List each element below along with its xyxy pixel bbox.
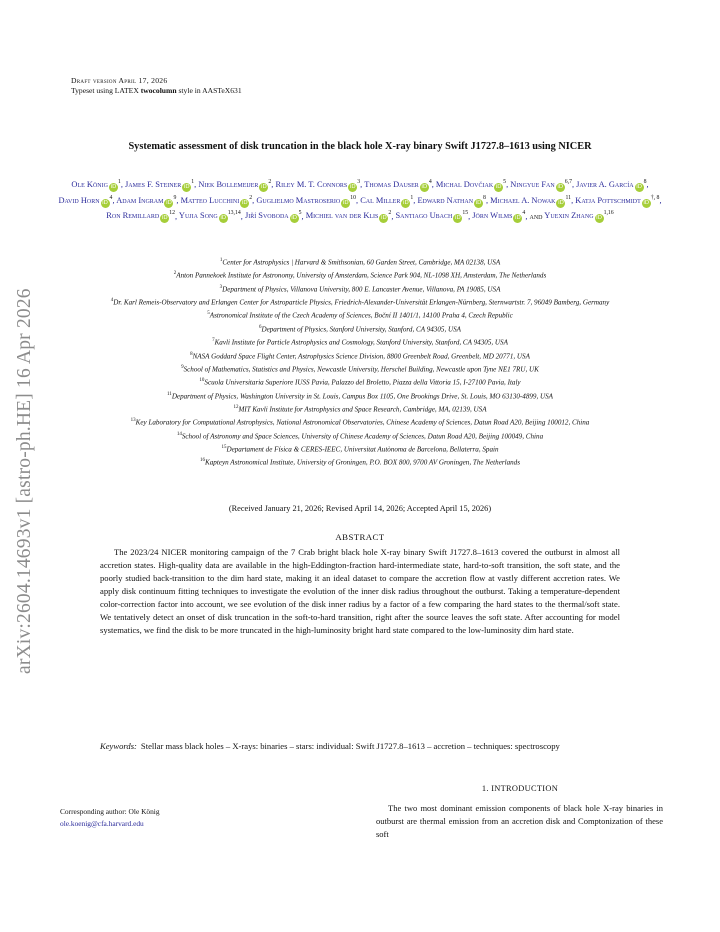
affiliation-item xyxy=(55,415,665,428)
orcid-icon[interactable]: iD xyxy=(110,183,117,190)
orcid-icon[interactable]: iD xyxy=(421,183,428,190)
affiliation-text: MIT Kavli Institute for Astrophysics and Space Research, Cambridge, MA, 02139, USA xyxy=(238,405,487,414)
typeset-suffix: style in AASTeX631 xyxy=(176,86,242,95)
affiliation-text: Department of Physics, Villanova University, 800 E. Lancaster Avenue, Villanova, PA 19085, USA xyxy=(222,285,501,294)
author-affiliation-marker: 8 xyxy=(643,179,647,185)
affiliation-number: 16 xyxy=(200,458,206,464)
author-affiliation-marker: 2 xyxy=(249,194,253,201)
author-name[interactable] xyxy=(306,211,392,220)
author-name-text: Niek Bollemeijer xyxy=(198,179,259,189)
author-name[interactable] xyxy=(71,180,120,189)
orcid-icon[interactable]: iD xyxy=(342,199,349,206)
affiliation-item xyxy=(55,335,665,348)
affiliation-text: Anton Pannekoek Institute for Astronomy, University of Amsterdam, Science Park 904, NL-1098 XH, Amsterdam, The Netherlands xyxy=(176,271,547,280)
author-name[interactable] xyxy=(181,196,253,205)
affiliation-number: 4 xyxy=(110,298,114,304)
author-name-text: Riley M. T. Connors xyxy=(275,179,348,189)
author-affiliation-marker: 11 xyxy=(565,194,572,201)
affiliation-number: 13 xyxy=(130,418,136,424)
corresponding-author xyxy=(60,806,160,830)
author-affiliation-marker: 3 xyxy=(357,179,361,185)
author-name[interactable] xyxy=(510,180,572,189)
author-name-text: Michal Dovčiak xyxy=(435,179,494,189)
author-affiliation-marker: 2 xyxy=(388,210,392,217)
author-affiliation-marker: 5 xyxy=(298,210,302,217)
affiliation-item xyxy=(55,455,665,468)
affiliation-number: 3 xyxy=(219,284,223,290)
affiliation-item xyxy=(55,429,665,442)
affiliation-number: 1 xyxy=(219,258,223,263)
author-name[interactable] xyxy=(490,196,571,205)
author-name[interactable] xyxy=(576,180,646,189)
author-name[interactable] xyxy=(364,180,432,189)
keywords xyxy=(100,740,620,753)
affiliation-text: Departament de Física & CERES-IEEC, Universitat Autònoma de Barcelona, Bellaterra, Spain xyxy=(226,445,499,454)
author-name-text: Guglielmo Mastroserio xyxy=(256,195,341,205)
orcid-icon[interactable]: iD xyxy=(636,183,642,190)
author-affiliation-marker: 2 xyxy=(268,179,272,185)
author-name-text: Edward Nathan xyxy=(417,195,474,205)
author-name-text: Matteo Lucchini xyxy=(180,195,240,205)
orcid-icon[interactable]: iD xyxy=(558,199,564,206)
author-name-text: Ole König xyxy=(71,179,108,189)
affiliation-number: 9 xyxy=(181,364,184,370)
affiliation-number: 11 xyxy=(166,391,172,397)
affiliation-number: 10 xyxy=(199,378,205,384)
orcid-icon[interactable]: iD xyxy=(381,215,387,222)
author-name-text: James F. Steiner xyxy=(125,179,182,189)
author-affiliation-marker: 15 xyxy=(462,210,469,217)
affiliation-text: Astronomical Institute of the Czech Academy of Sciences, Boční II 1401/1, 14100 Praha 4, Czech Republic xyxy=(209,311,513,320)
affiliation-item xyxy=(55,375,665,388)
orcid-icon[interactable]: iD xyxy=(475,199,482,206)
orcid-icon[interactable]: iD xyxy=(515,215,521,222)
affiliation-item xyxy=(55,362,665,375)
affiliation-number: 14 xyxy=(176,431,182,437)
author-name[interactable] xyxy=(544,211,613,220)
orcid-icon[interactable]: iD xyxy=(495,183,502,190)
author-affiliation-marker: 10 xyxy=(350,194,357,201)
affiliation-text: Department of Physics, Stanford University, Stanford, CA 94305, USA xyxy=(261,325,462,334)
author-affiliation-marker: †, 8 xyxy=(650,194,660,201)
orcid-icon[interactable]: iD xyxy=(183,183,190,190)
authors-and: and xyxy=(529,211,543,221)
author-affiliation-marker: 9 xyxy=(173,194,177,201)
orcid-icon[interactable]: iD xyxy=(402,199,409,206)
draft-version: Draft version April 17, 2026 xyxy=(71,76,168,85)
affiliation-number: 12 xyxy=(233,404,239,410)
author-name-text: Yuexin Zhang xyxy=(544,211,594,221)
affiliation-text: Center for Astrophysics | Harvard & Smithsonian, 60 Garden Street, Cambridge, MA 02138, USA xyxy=(222,258,501,267)
orcid-icon[interactable]: iD xyxy=(291,215,298,222)
author-affiliation-marker: 5 xyxy=(503,179,507,185)
section-heading-introduction: 1. INTRODUCTION xyxy=(481,784,559,793)
author-affiliation-marker: 8 xyxy=(483,194,486,201)
paper-title: Systematic assessment of disk truncation in the black hole X-ray binary Swift J1727.8–1613 using NICER xyxy=(128,141,592,152)
affiliation-list xyxy=(55,255,665,469)
orcid-icon[interactable]: iD xyxy=(349,183,356,190)
author-name-text: Michael A. Nowak xyxy=(490,195,556,205)
affiliation-text: Department of Physics, Washington University in St. Louis, Campus Box 1105, One Brookings Drive, St. Louis, MO 63130-4899, USA xyxy=(171,391,554,400)
author-name-text: Katja Pottschmidt xyxy=(575,195,641,205)
author-name-text: Yujia Song xyxy=(178,211,218,221)
affiliation-item xyxy=(55,295,665,308)
affiliation-text: School of Mathematics, Statistics and Physics, Newcastle University, Herschel Building, Newcastle upon Tyne NE1 7RU, UK xyxy=(183,365,539,374)
author-name[interactable] xyxy=(198,180,271,189)
author-affiliation-marker: 1 xyxy=(191,179,195,185)
orcid-icon[interactable]: iD xyxy=(643,199,650,206)
corresponding-email-link[interactable]: ole.koenig@cfa.harvard.edu xyxy=(60,819,144,828)
author-name-text: Ningyue Fan xyxy=(510,179,555,189)
orcid-icon[interactable]: iD xyxy=(102,199,108,206)
abstract-text: The 2023/24 NICER monitoring campaign of the 7 Crab bright black hole X-ray binary Swift J1727.8–1613 covered the outburst in almost all accretion states. High-quality data are available in the high-Eddington-fraction hard-intermediate state, hard-to-soft transition, the soft state, and the poorly studied back-transition to the dim hard state, making it an ideal dataset to compare the accretion flow at vastly different accretion rates. We apply disk continuum fitting techniques to investigate the evolution of the inner disk radius throughout the outburst. Taking a temperature-dependent color-correction factor into account, we see evolution of the disk inner radius by a factor of a few comparing the hard states to the thermal/soft state. We tentatively detect an onset of disk truncation in the soft-to-hard transition, right after the source leaves the soft state. After accounting for model systematics, we find the disk to be more truncated in the high-luminosity bright hard state compared to the low-luminosity dim hard state. xyxy=(100,547,620,635)
affiliation-item xyxy=(55,322,665,335)
author-name-text: David Horn xyxy=(58,195,100,205)
author-name-text: Thomas Dauser xyxy=(364,179,419,189)
author-affiliation-marker: 4 xyxy=(428,179,432,185)
author-name-text: Ron Remillard xyxy=(106,211,160,221)
latex-logo: LATEX xyxy=(114,86,139,95)
author-affiliation-marker: 12 xyxy=(169,210,176,217)
author-name-text: Javier A. García xyxy=(576,179,634,189)
affiliation-item xyxy=(55,389,665,402)
orcid-icon[interactable]: iD xyxy=(241,199,248,206)
author-affiliation-marker: 1 xyxy=(410,194,414,201)
affiliation-item xyxy=(55,282,665,295)
author-name[interactable] xyxy=(396,211,469,220)
corresponding-author-label: Corresponding author: Ole König xyxy=(60,807,160,816)
author-name[interactable] xyxy=(417,196,486,205)
author-affiliation-marker: 4 xyxy=(522,210,526,217)
author-name[interactable] xyxy=(275,180,360,189)
affiliation-text: School of Astronomy and Space Sciences, University of Chinese Academy of Sciences, Datun Road A20, Beijing 100049, China xyxy=(181,432,544,441)
affiliation-number: 15 xyxy=(221,445,227,451)
author-list: Ole König $iD^1$, James F. Steiner $iD^1$, Niek Bollemeijer $iD^2$, Riley M. T. Connors $iD^3$, Thomas Dauser $iD^4$, Michal Dovčiak $iD^5$, Ningyue Fan iD$^{6,7}$, Javier A. García $iD^8$, David Horn $iD^4$, Adam Ingram $iD^9$, Matteo Lucchini $iD^2$, Guglielmo Mastroserio $iD^{10}$, Cal Miller $iD^1$, Edward Nathan $iD^8$, Michael A. Nowak $iD^{11}$, Katja Pottschmidt $iD^{\dagger, 8}$, Ron Remillard $iD^{12}$, Yujia Song iD$^{13,14}$, Jiří Svoboda $iD^5$, Michiel van der Klis $iD^2$, Santiago Ubach $iD^{15}$, Jörn Wilms $iD^4$, and Yuexin Zhang iD$^{1,16}$ xyxy=(58,179,662,222)
affiliation-number: 2 xyxy=(173,271,177,277)
keywords-label: Keywords: xyxy=(100,741,137,751)
typeset-prefix: Typeset using xyxy=(71,86,115,95)
author-name[interactable] xyxy=(58,196,112,205)
introduction-text: The two most dominant emission components of black hole X-ray binaries in outburst are thermal emission from an accretion disk and Comptonization of these soft xyxy=(376,803,663,839)
affiliation-text: Kapteyn Astronomical Institute, University of Groningen, P.O. BOX 800, 9700 AV Groningen, The Netherlands xyxy=(205,458,520,467)
orcid-icon[interactable]: iD xyxy=(596,215,602,222)
affiliation-item xyxy=(55,268,665,281)
affiliation-text: Kavli Institute for Particle Astrophysics and Cosmology, Stanford University, Stanford, CA 94305, USA xyxy=(214,338,508,347)
author-name[interactable] xyxy=(179,211,241,220)
received-dates: (Received January 21, 2026; Revised April 14, 2026; Accepted April 15, 2026) xyxy=(228,504,492,513)
typeset-style: twocolumn xyxy=(140,86,177,95)
author-name[interactable] xyxy=(245,211,302,220)
arxiv-stamp[interactable]: arXiv:2604.14693v1 [astro-ph.HE] 16 Apr 2026 xyxy=(14,288,35,674)
author-affiliation-marker: 13,14 xyxy=(227,210,241,217)
keywords-value: Stellar mass black holes – X-rays: binaries – stars: individual: Swift J1727.8–1613 – accretion – techniques: spectroscopy xyxy=(140,741,560,751)
affiliation-item xyxy=(55,255,665,268)
author-name-text: Jiří Svoboda xyxy=(244,211,289,221)
affiliation-number: 8 xyxy=(190,351,193,357)
affiliation-text: Scuola Universitaria Superiore IUSS Pavia, Palazzo del Broletto, Piazza della Vittoria 15, I-27100 Pavia, Italy xyxy=(204,378,521,387)
author-name[interactable] xyxy=(125,180,194,189)
affiliation-item xyxy=(55,442,665,455)
affiliation-text: NASA Goddard Space Flight Center, Astrophysics Science Division, 8800 Greenbelt Road, Greenbelt, MD 20771, USA xyxy=(192,351,530,360)
author-affiliation-marker: 4 xyxy=(109,194,113,201)
author-name[interactable] xyxy=(472,211,525,220)
affiliation-item xyxy=(55,308,665,321)
orcid-icon[interactable]: iD xyxy=(220,215,227,222)
author-name-text: Santiago Ubach xyxy=(395,211,453,221)
author-name[interactable] xyxy=(106,211,175,220)
author-name[interactable] xyxy=(575,196,659,205)
author-name-text: Jörn Wilms xyxy=(472,211,513,221)
orcid-icon[interactable]: iD xyxy=(166,199,172,206)
affiliation-text: Dr. Karl Remeis-Observatory and Erlangen Center for Astroparticle Physics, Friedrich-Alexander-Universität Erlangen-Nürnberg, Sternwartstr. 7, 96049 Bamberg, Germany xyxy=(113,298,610,307)
orcid-icon[interactable]: iD xyxy=(454,215,461,222)
orcid-icon[interactable]: iD xyxy=(161,215,168,222)
author-name[interactable] xyxy=(360,196,413,205)
affiliation-text: Key Laboratory for Computational Astrophysics, National Astronomical Observatories, Chinese Academy of Sciences, Datun Road A20, Beijing 100012, China xyxy=(135,418,590,427)
abstract-heading: ABSTRACT xyxy=(335,532,385,542)
author-name[interactable] xyxy=(436,180,506,189)
author-affiliation-marker: 6,7 xyxy=(564,179,572,185)
author-affiliation-marker: 1,16 xyxy=(603,210,614,217)
orcid-icon[interactable]: iD xyxy=(261,183,267,190)
affiliation-item xyxy=(55,402,665,415)
affiliation-number: 5 xyxy=(207,311,210,317)
draft-header xyxy=(71,76,242,96)
author-affiliation-marker: 1 xyxy=(117,179,121,185)
author-name[interactable] xyxy=(116,196,176,205)
author-name-text: Adam Ingram xyxy=(116,195,164,205)
affiliation-number: 7 xyxy=(212,338,215,344)
author-name-text: Cal Miller xyxy=(360,195,401,205)
affiliation-number: 6 xyxy=(258,324,262,330)
affiliation-item xyxy=(55,349,665,362)
author-name[interactable] xyxy=(256,196,356,205)
author-name-text: Michiel van der Klis xyxy=(305,211,379,221)
typeset-line xyxy=(71,86,242,96)
orcid-icon[interactable]: iD xyxy=(557,183,564,190)
